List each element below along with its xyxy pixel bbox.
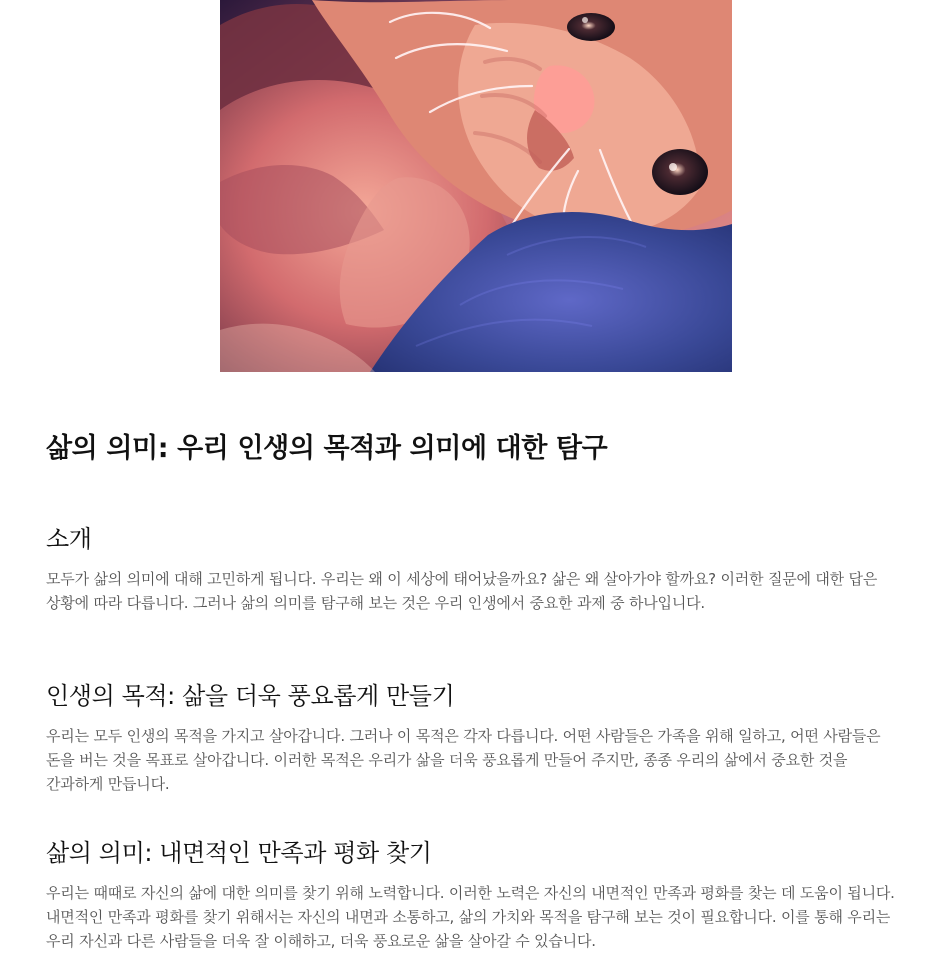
purpose-body: 우리는 모두 인생의 목적을 가지고 살아갑니다. 그러나 이 목적은 각자 다릅니다. 어떤 사람들은 가족을 위해 일하고, 어떤 사람들은 돈을 버는 것을 목표로 살아갑니다. 이러한 목적은 우리가 삶을 더욱 풍요롭게 만들어 주지만, 종종 우리의 삶에서 중요한 것을 간과하게 만듭니다.: [46, 727, 881, 793]
article-title: 삶의 의미: 우리 인생의 목적과 의미에 대한 탐구: [46, 433, 608, 464]
purpose-section: [46, 679, 901, 796]
meaning-section: [46, 836, 901, 953]
meaning-heading: 삶의 의미: 내면적인 만족과 평화 찾기: [46, 839, 432, 867]
purpose-heading: 인생의 목적: 삶을 더욱 풍요롭게 만들기: [46, 682, 455, 710]
intro-section: [46, 522, 901, 615]
hero-cat-image: [220, 0, 732, 372]
intro-body: 모두가 삶의 의미에 대해 고민하게 됩니다. 우리는 왜 이 세상에 태어났을까요? 삶은 왜 살아가야 할까요? 이러한 질문에 대한 답은 상황에 따라 다릅니다. 그러나 삶의 의미를 탐구해 보는 것은 우리 인생에서 중요한 과제 중 하나입니다.: [46, 570, 878, 612]
intro-heading: 소개: [46, 525, 92, 553]
article: [46, 430, 901, 950]
meaning-body: 우리는 때때로 자신의 삶에 대한 의미를 찾기 위해 노력합니다. 이러한 노력은 자신의 내면적인 만족과 평화를 찾는 데 도움이 됩니다. 내면적인 만족과 평화를 찾기 위해서는 자신의 내면과 소통하고, 삶의 가치와 목적을 탐구해 보는 것이 필요합니다. 이를 통해 우리는 우리 자신과 다른 사람들을 더욱 잘 이해하고, 더욱 풍요로운 삶을 살아갈 수 있습니다.: [46, 884, 895, 950]
